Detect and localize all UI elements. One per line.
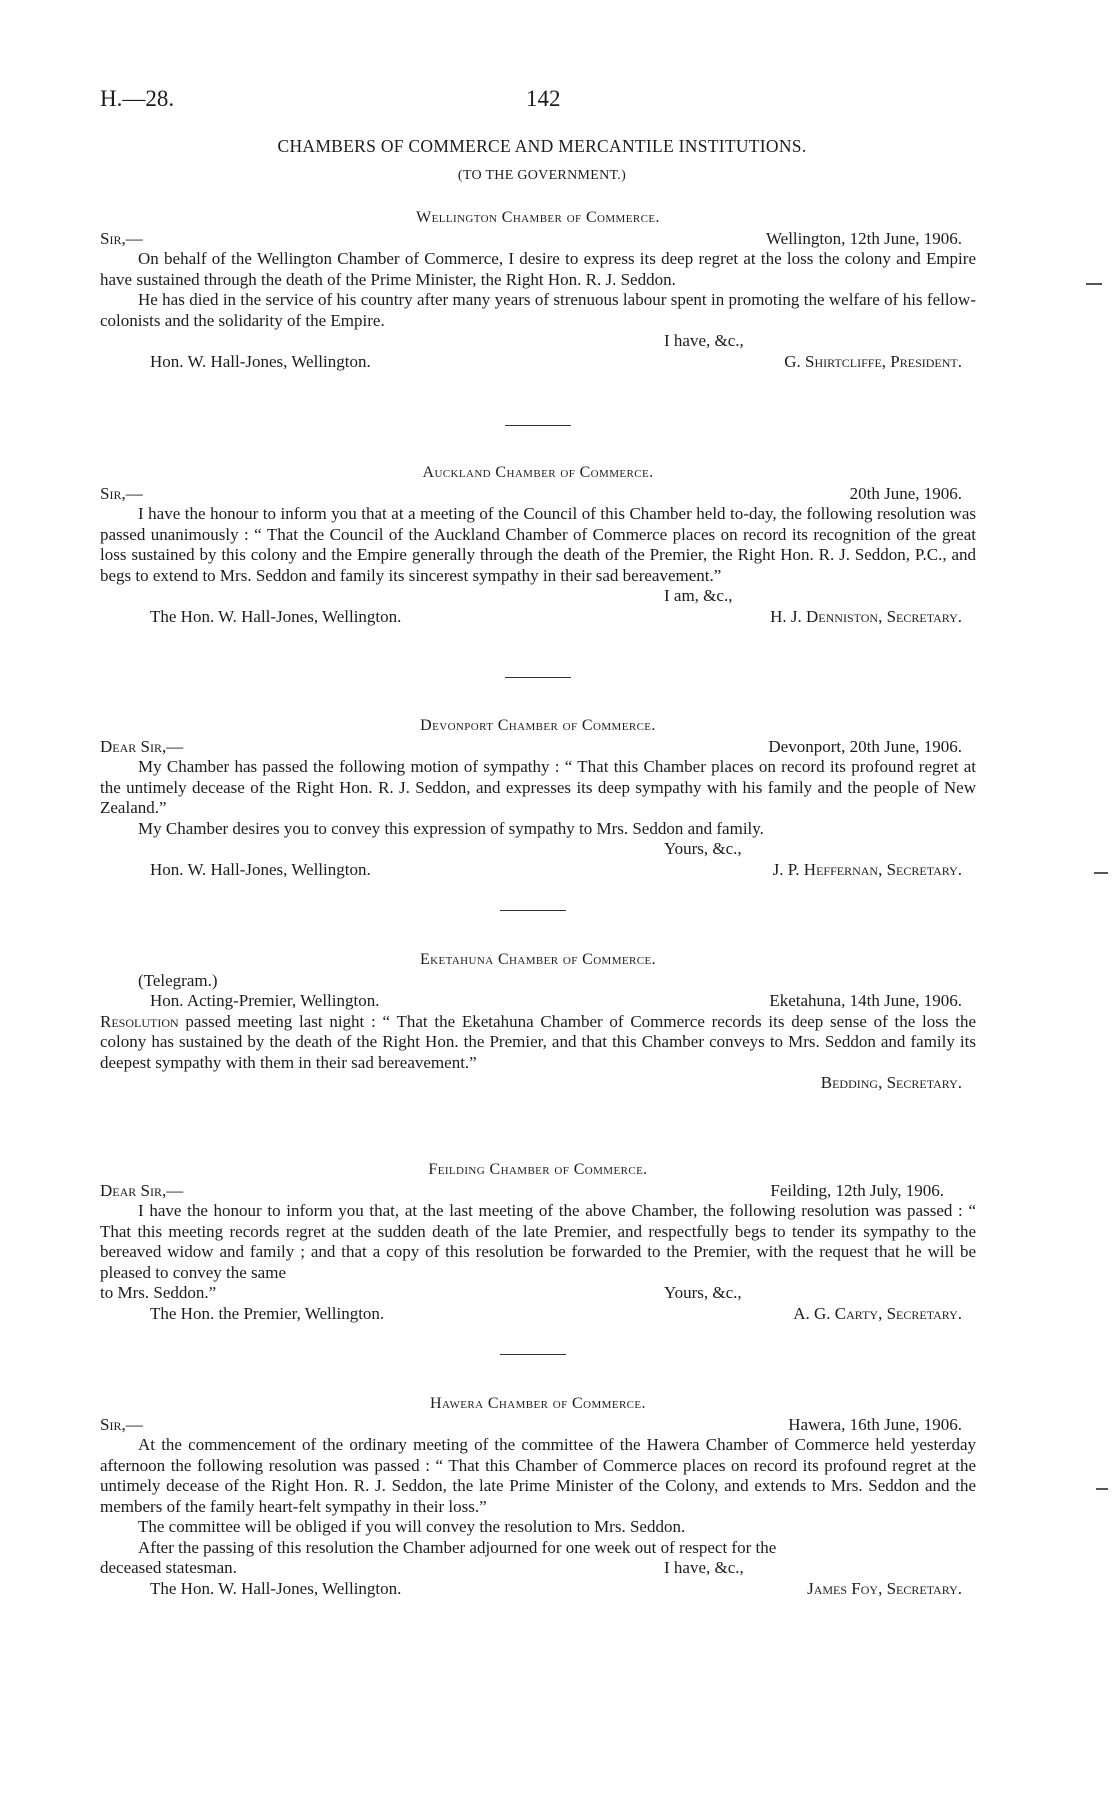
place-date: Wellington, 12th June, 1906. <box>765 228 962 248</box>
letter-paragraph: After the passing of this resolution the Chamber adjourned for one week out of respect for the <box>138 1537 777 1557</box>
addressee: Hon. W. Hall-Jones, Wellington. <box>150 859 371 879</box>
page-title: CHAMBERS OF COMMERCE AND MERCANTILE INSTITUTIONS. <box>277 136 807 156</box>
resolution-lead: Resolution <box>100 1011 179 1031</box>
addressee: The Hon. W. Hall-Jones, Wellington. <box>150 606 402 626</box>
page-number: 142 <box>526 86 561 111</box>
addressee: The Hon. the Premier, Wellington. <box>150 1303 385 1323</box>
salutation: Sir,— <box>100 228 143 248</box>
paragraph-last-line: deceased statesman. <box>100 1558 237 1577</box>
signature: James Foy, Secretary. <box>807 1578 962 1598</box>
place-date: Hawera, 16th June, 1906. <box>788 1414 962 1434</box>
letter-title: Feilding Chamber of Commerce. <box>428 1161 648 1178</box>
section-divider <box>500 1354 566 1355</box>
letter-paragraph: My Chamber has passed the following motion of sympathy : “ That this Chamber places on record its profound regret at the untimely decease of the Right Hon. R. J. Seddon, and expresses its deep sympathy with his family and the people of New Zealand.” <box>100 757 976 817</box>
letter-paragraph: He has died in the service of his country after many years of strenuous labour spent in promoting the welfare of his fellow-colonists and the solidarity of the Empire. <box>100 290 976 330</box>
telegram-label: (Telegram.) <box>138 970 218 990</box>
parliamentary-paper-ref: H.—28. <box>100 86 175 111</box>
letter-paragraph: My Chamber desires you to convey this expression of sympathy to Mrs. Seddon and family. <box>138 818 764 838</box>
signature: J. P. Heffernan, Secretary. <box>772 859 962 879</box>
letter-title: Hawera Chamber of Commerce. <box>430 1395 646 1412</box>
signature: Bedding, Secretary. <box>820 1073 962 1092</box>
letter-title: Auckland Chamber of Commerce. <box>422 464 654 481</box>
place-date: Feilding, 12th July, 1906. <box>770 1180 944 1200</box>
letter-paragraph: At the commencement of the ordinary meeting of the committee of the Hawera Chamber of Commerce held yesterday afternoon the following resolution was passed : “ That this Chamber of Commerce places on record its profound regret at the untimely decease of the Right Hon. R. J. Seddon, the late Prime Minister of the Colony, and extends to Mrs. Seddon and the members of the family heart-felt sympathy in their loss.” <box>100 1435 976 1516</box>
letter-feilding <box>100 1160 976 1324</box>
letter-title: Wellington Chamber of Commerce. <box>416 209 660 226</box>
date: 20th June, 1906. <box>849 483 962 503</box>
signature: H. J. Denniston, Secretary. <box>770 606 962 626</box>
salutation: Dear Sir,— <box>100 1180 184 1200</box>
closing: Yours, &c., <box>664 1283 742 1302</box>
paragraph-last-line: to Mrs. Seddon.” <box>100 1283 217 1302</box>
section-divider <box>500 910 566 911</box>
letter-auckland <box>100 463 976 627</box>
letter-paragraph <box>100 1012 976 1074</box>
letter-paragraph: The committee will be obliged if you will convey the resolution to Mrs. Seddon. <box>138 1517 686 1536</box>
closing: I am, &c., <box>664 586 733 605</box>
resolution-text: passed meeting last night : “ That the Eketahuna Chamber of Commerce records its deep sense of the loss the colony has sustained by the death of the Right Hon. the Premier, and that this Chamber conveys to Mrs. Seddon and family its deepest sympathy with them in their sad bereavement.” <box>100 1011 976 1072</box>
signature: A. G. Carty, Secretary. <box>793 1303 962 1323</box>
letter-hawera <box>100 1394 976 1599</box>
letter-title: Eketahuna Chamber of Commerce. <box>419 951 657 968</box>
scan-mark <box>1094 872 1108 874</box>
salutation: Sir,— <box>100 483 143 503</box>
closing: I have, &c., <box>664 1558 744 1577</box>
closing: I have, &c., <box>664 331 744 350</box>
letter-wellington <box>100 208 976 372</box>
signature: G. Shirtcliffe, President. <box>784 351 962 371</box>
salutation: Dear Sir,— <box>100 736 184 756</box>
scan-mark <box>1086 283 1102 285</box>
addressee: The Hon. W. Hall-Jones, Wellington. <box>150 1578 402 1598</box>
section-divider <box>505 425 571 426</box>
letter-paragraph: On behalf of the Wellington Chamber of Commerce, I desire to express its deep regret at the loss the colony and Empire have sustained through the death of the Prime Minister, the Right Hon. R. J. Seddon. <box>100 249 976 289</box>
closing: Yours, &c., <box>664 839 742 858</box>
letter-paragraph: I have the honour to inform you that, at the last meeting of the above Chamber, the following resolution was passed : “ That this meeting records regret at the sudden death of the late Premier, and respectfully begs to tender its sympathy to the bereaved widow and family ; and that a copy of this resolution be forwarded to the Premier, with the request that he will be pleased to convey the same <box>100 1201 976 1282</box>
salutation: Sir,— <box>100 1414 143 1434</box>
place-date: Eketahuna, 14th June, 1906. <box>769 991 962 1010</box>
letter-eketahuna <box>100 950 976 1094</box>
letter-title: Devonport Chamber of Commerce. <box>420 717 656 734</box>
section-divider <box>505 677 571 678</box>
addressee: Hon. W. Hall-Jones, Wellington. <box>150 351 371 371</box>
scan-mark <box>1096 1488 1108 1490</box>
page-subtitle: (TO THE GOVERNMENT.) <box>457 168 627 183</box>
addressee: Hon. Acting-Premier, Wellington. <box>150 991 380 1010</box>
letter-paragraph: I have the honour to inform you that at a meeting of the Council of this Chamber held to-day, the following resolution was passed unanimously : “ That the Council of the Auckland Chamber of Commerce places on record its recognition of the great loss sustained by this colony and the Empire generally through the death of the Premier, the Right Hon. R. J. Seddon, P.C., and begs to extend to Mrs. Seddon and family its sincerest sympathy in their sad bereavement.” <box>100 504 976 585</box>
place-date: Devonport, 20th June, 1906. <box>768 736 962 756</box>
letter-devonport <box>100 716 976 880</box>
